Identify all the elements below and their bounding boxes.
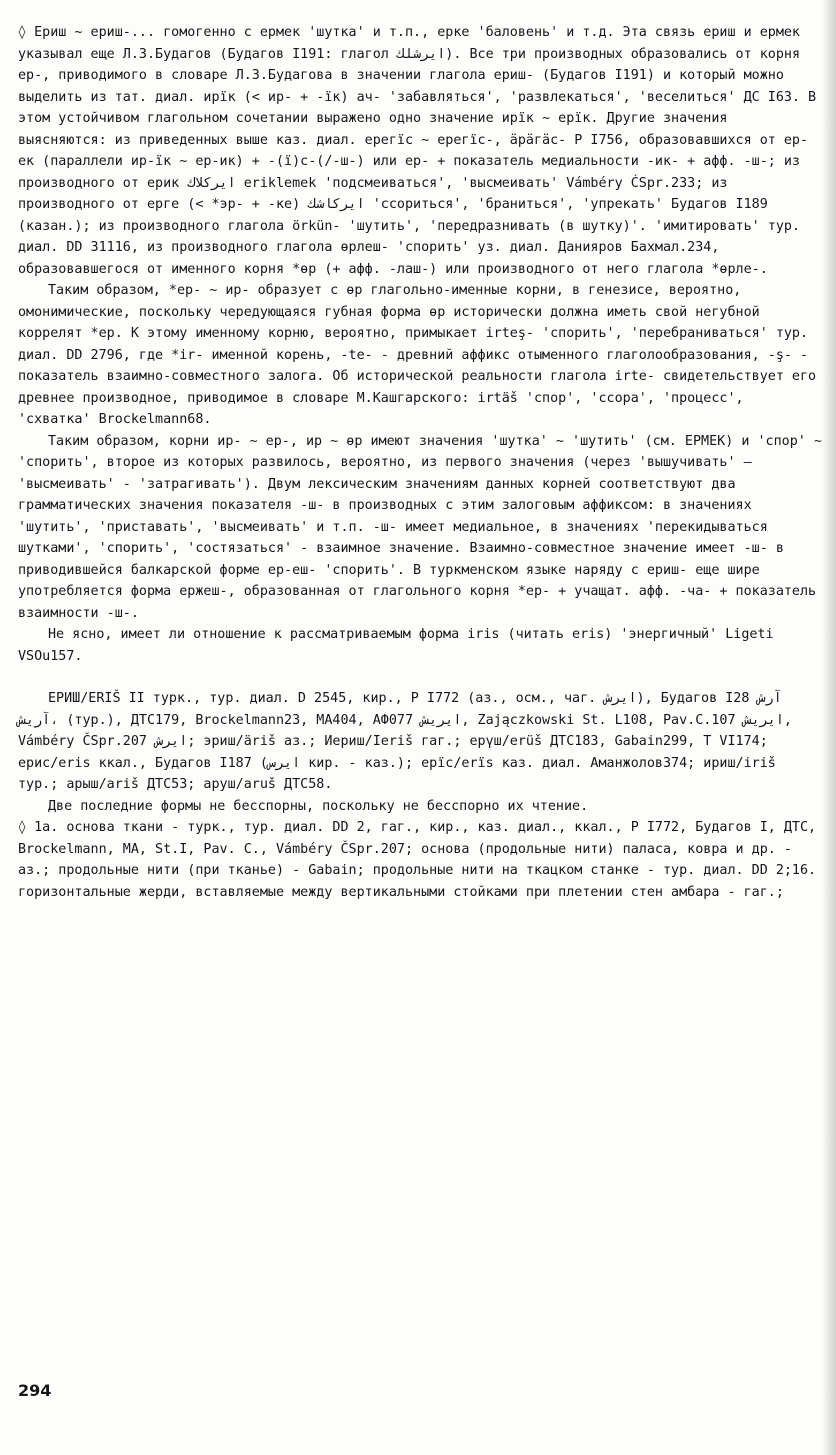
- paragraph-doubtful-forms: Две последние формы не бесспорны, поскольку не бесспорно их чтение.: [48, 798, 589, 814]
- dictionary-page-body: [18, 22, 822, 903]
- entry-eriш-I-paragraph: ◊ Ериш ~ ериш-... гомогенно с ермек 'шутка' и т.п., ерке 'баловень' и т.д. Эта связь ериш и ермек указывал еще Л.З.Будагов (Будагов I191: глагол ايرشلك). Все три производных образовались от корня ер-, приводимого в словаре Л.З.Будагова в значении глагола ериш- (Будагов I191) и который можно выделить из тат. диал. ирїк (< ир- + -їк) ач- 'забавляться', 'развлекаться', 'веселиться' ДС I63. В этом устойчивом глагольном сочетании выражено одно значение ирїк ~ ерїк. Другие значения выясняются: из приведенных выше каз. диал. ерегїс ~ ерегїс-, ӓрӓгӓс- Р I756, образовавшихся от ер-ек (параллели ир-їк ~ ер-ик) + -(ї)с-(/-ш-) или ер- + показатель медиальности -ик- + афф. -ш-; из производного от ерик ايركلاك eriklemek 'подсмеиваться', 'высмеивать' Vámbéry ĆSpr.233; из производного от ерге (< *эр- + -ке) ايركاشك 'ссориться', 'браниться', 'упрекать' Будагов I189 (казан.); из производного глагола örkün- 'шутить', 'передразнивать (в шутку)'. 'имитировать' тур. диал. DD 31116, из производного глагола өрлеш- 'спорить' уз. диал. Данияров Бахмал.234, образовавшегося от именного корня *өр (+ афф. -лаш-) или производного от него глагола *өрле-.: [18, 25, 817, 277]
- entry-eriш-II-meaning-1a: ◊ 1а. основа ткани - турк., тур. диал. DD 2, гаг., кир., каз. диал., ккал., Р I772, Будагов I, ДТС, Brockelmann, МА, St.I, Pav. C., Vámbéry ČSpr.207; основа (продольные нити) паласа, ковра и др. - аз.; продольные нити (при тканье) - Gabain; продольные нити на ткацком станке - тур. диал. DD 2;16. горизонтальные жерди, вставляемые между вертикальными стойками при плетении стен амбара - гаг.;: [18, 820, 817, 900]
- paragraph-conclusion-2: Таким образом, корни ир- ~ ер-, ир ~ өр имеют значения 'шутка' ~ 'шутить' (см. ЕРМЕК) и 'спор' ~ 'спорить', второе из которых развилось, вероятно, из первого значения (через 'вышучивать' — 'высмеивать' - 'затрагивать'). Двум лексическим значениям данных корней соответствуют два грамматических значения показателя -ш- в производных с этим залоговым аффиксом: в значениях 'шутить', 'приставать', 'высмеивать' и т.п. -ш- имеет медиальное, в значениях 'перекидываться шутками', 'спорить', 'состязаться' - взаимное значение. Взаимно-совместное значение имеет -ш- в приводившейся балкарской форме ер-еш- 'спорить'. В туркменском языке наряду с ериш- еще шире употребляется форма ержеш-, образованная от глагольного корня *ер- + учащат. афф. -ча- + показатель взаимности -ш-.: [18, 433, 822, 621]
- entry-eriш-II-header: ЕРИШ/ERIŠ II турк., тур. диал. D 2545, кир., Р I772 (аз., осм., чаг. ايرش), Будагов I28 آرش ،آريش (тур.), ДТС179, Brockelmann23, МА404, АФ077 ايريش, Zajączkowski St. L108, Pav.C.107 ايريش, Vámbéry ČSpr.207 ايرش; эриш/äriš аз.; Иериш/Iеriš гаг.; ерүш/erüš ДТС183, Gabain299, Т VI174; ерис/eris ккал., Будагов I187 (ايرس кир. - каз.); ерїс/erïs каз. диал. Аманжолов374; ириш/iriš тур.; арыш/ariš ДТС53; аруш/aruš ДТС58.: [18, 691, 792, 792]
- paragraph-note-iris: Не ясно, имеет ли отношение к рассматриваемым форма iris (читать eris) 'энергичный' Ligeti VSOu157.: [18, 627, 774, 664]
- scan-edge-shadow: [822, 0, 836, 1455]
- spacer: [18, 667, 822, 688]
- page-number: 294: [18, 1381, 52, 1400]
- paragraph-conclusion-1: Таким образом, *ер- ~ ир- образует с өр глагольно-именные корни, в генезисе, вероятно, омонимические, поскольку чередующаяся губная форма өр исторически должна иметь свой негубной коррелят *ер. К этому именному корню, вероятно, примыкает irteş- 'спорить', 'перебраниваться' тур. диал. DD 2796, где *ir- именной корень, -te- - древний аффикс отыменного глаголообразования, -ş- - показатель взаимно-совместного залога. Об исторической реальности глагола irte- свидетельствует его древнее производное, приводимое в словаре М.Кашгарского: irtäš 'спор', 'ссора', 'процесс', 'схватка' Brockelmann68.: [18, 283, 817, 427]
